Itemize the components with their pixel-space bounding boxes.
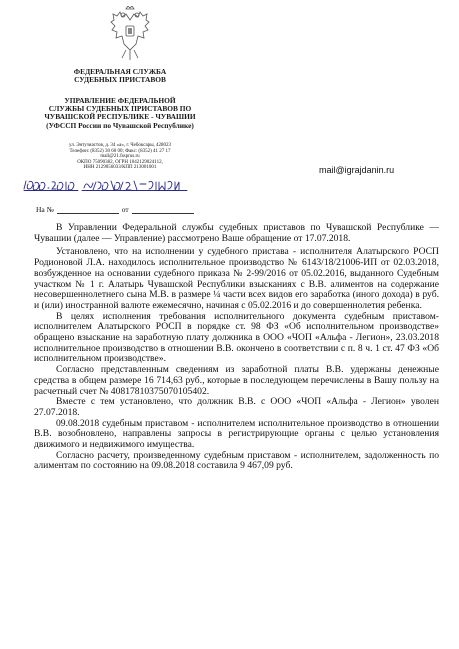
department-name: УПРАВЛЕНИЕ ФЕДЕРАЛЬНОЙ СЛУЖБЫ СУДЕБНЫХ ПРИСТАВОВ ПО ЧУВАШСКОЙ РЕСПУБЛИКЕ - ЧУВАШИИ (УФССП России по Чувашской Республике) xyxy=(44,96,196,130)
letter-body xyxy=(34,223,439,472)
recipient-email: mail@igrajdanin.ru xyxy=(319,165,395,175)
paragraph: В Управлении Федеральной службы судебных приставов по Чувашской Республике — Чувашии (далее — Управление) рассмотрено Ваше обращение от 17.07.2018. xyxy=(34,222,439,244)
double-headed-eagle-emblem-icon xyxy=(108,6,152,62)
paragraph: Согласно расчету, произведенному судебным приставом - исполнителем, задолженность по алиментам по состоянию на 09.08.2018 составила 9 467,09 руб. xyxy=(34,449,439,472)
reference-date-blank xyxy=(132,206,194,214)
paragraph: Согласно представленным сведениям из заработной платы В.В. удержаны денежные средства в общем размере 16 714,63 руб., которые в последующем перечислены в Вашу пользу на расчетный счет № 40817810375070105402. xyxy=(34,364,439,397)
paragraph: 09.08.2018 судебным приставом - исполнителем исполнительное производство в отношении В.В. возобновлено, направлены запросы в регистрирующие органы с целью установления движимого и недвижимого имущества. xyxy=(34,417,439,451)
reference-line: На № от xyxy=(36,205,216,214)
contact-details: ул. Энтузиастов, д. 34 «а», г. Чебоксары, 428023 Телефон: (8352) 30 60 00; Факс: (8352) 41 27 17 mail@21.fssprus.ru ОКПО 75090382, ОГРН 1042129024112, ИНН 2129056033/КПП 213001001 xyxy=(68,143,172,171)
reference-number-blank xyxy=(57,206,119,214)
handwritten-date-and-number xyxy=(22,178,192,192)
paragraph: В целях исполнения требования исполнительного документа судебным приставом-исполнителем Алатырского РОСП в порядке ст. 98 ФЗ «Об исполнительном производстве» обращено взыскание на заработную плату должника в ООО «ЧОП «Альфа - Легион», 23.03.2018 исполнительное производство в отношении В.В. окончено в соответствии с п. 8 ч. 1 ст. 47 ФЗ «Об исполнительном производстве». xyxy=(34,310,439,365)
paragraph: Установлено, что на исполнении у судебного пристава - исполнителя Алатырского РОСП Родионовой Л.А. находилось исполнительное производство № 6143/18/21006-ИП от 02.03.2018, возбужденное на основании судебного приказа № 2-99/2016 от 05.02.2016, выданного Судебным участком № 1 г. Алатырь Чувашской Республики взысканиях с В.В. алиментов на содержание несовершеннолетнего сына М.В. в размере ¼ части всех видов его заработка (иного дохода) в руб. и (или) иностранной валюте ежемесячно, начиная с 05.02.2016 и до совершеннолетия ребенка. xyxy=(34,246,439,311)
service-name: ФЕДЕРАЛЬНАЯ СЛУЖБА СУДЕБНЫХ ПРИСТАВОВ xyxy=(73,67,167,85)
paragraph: Вместе с тем установлено, что должник В.В. с ООО «ЧОП «Альфа - Легион» уволен 27.07.2018. xyxy=(34,396,439,418)
